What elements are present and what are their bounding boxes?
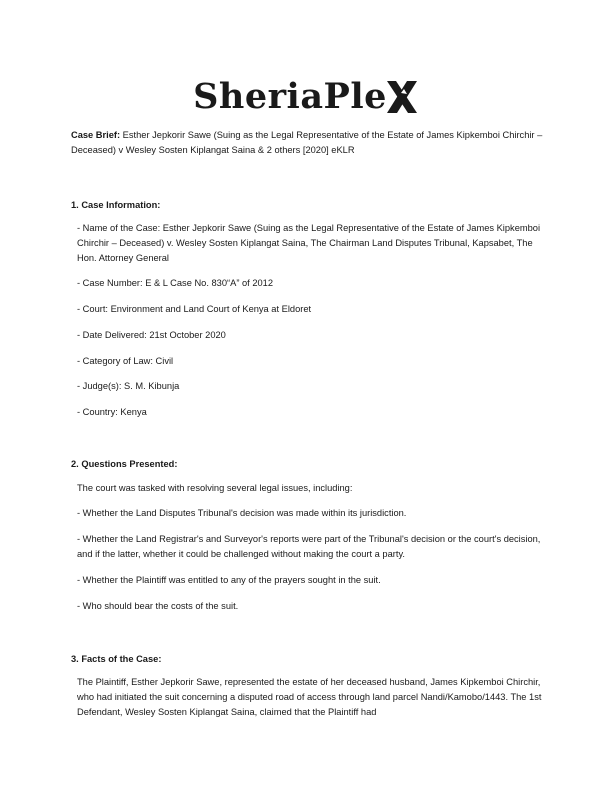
logo-x-icon	[385, 79, 419, 115]
questions-intro: The court was tasked with resolving several legal issues, including:	[77, 483, 353, 493]
section-heading-case-information: 1. Case Information:	[71, 200, 161, 210]
facts-paragraph: The Plaintiff, Esther Jepkorir Sawe, represented the estate of her deceased husband, James Kipkemboi Chirchir, who had initiated the suit concerning a disputed road of access through land parcel Nandi/Kamobo/1443. The 1st Defendant, Wesley Sosten Kiplangat Saina, claimed that the Plaintiff had	[77, 677, 542, 717]
list-item-judges: - Judge(s): S. M. Kibunja	[77, 381, 180, 391]
case-brief-label: Case Brief:	[71, 130, 121, 140]
case-brief	[71, 128, 546, 158]
sheriaplex-logo	[0, 76, 612, 117]
list-item-court: - Court: Environment and Land Court of Kenya at Eldoret	[77, 304, 312, 314]
list-item-case-name: - Name of the Case: Esther Jepkorir Sawe (Suing as the Legal Representative of the Estate of James Kipkemboi Chirchir – Deceased) v. Wesley Sosten Kiplangat Saina, The Chairman Land Disputes Tribunal, Kapsabet, The Hon. Attorney General	[77, 223, 541, 263]
section-heading-facts: 3. Facts of the Case:	[71, 654, 162, 664]
list-item-date-delivered: - Date Delivered: 21st October 2020	[77, 330, 226, 340]
list-item-case-number: - Case Number: E & L Case No. 830“A” of 2012	[77, 278, 274, 288]
list-item-country: - Country: Kenya	[77, 407, 147, 417]
case-brief-text: Esther Jepkorir Sawe (Suing as the Legal Representative of the Estate of James Kipkemboi Chirchir – Deceased) v Wesley Sosten Kiplangat Saina & 2 others [2020] eKLR	[71, 130, 543, 155]
list-item-question-3: - Whether the Plaintiff was entitled to any of the prayers sought in the suit.	[77, 575, 381, 585]
logo-text: SheriaPle	[193, 76, 387, 117]
list-item-question-2: - Whether the Land Registrar's and Surveyor's reports were part of the Tribunal's decision or the court's decision, and if the latter, whether it could be challenged without making the court a party.	[77, 534, 541, 559]
list-item-category: - Category of Law: Civil	[77, 356, 174, 366]
section-heading-questions-presented: 2. Questions Presented:	[71, 459, 178, 469]
list-item-question-4: - Who should bear the costs of the suit.	[77, 601, 239, 611]
list-item-question-1: - Whether the Land Disputes Tribunal's decision was made within its jurisdiction.	[77, 508, 407, 518]
